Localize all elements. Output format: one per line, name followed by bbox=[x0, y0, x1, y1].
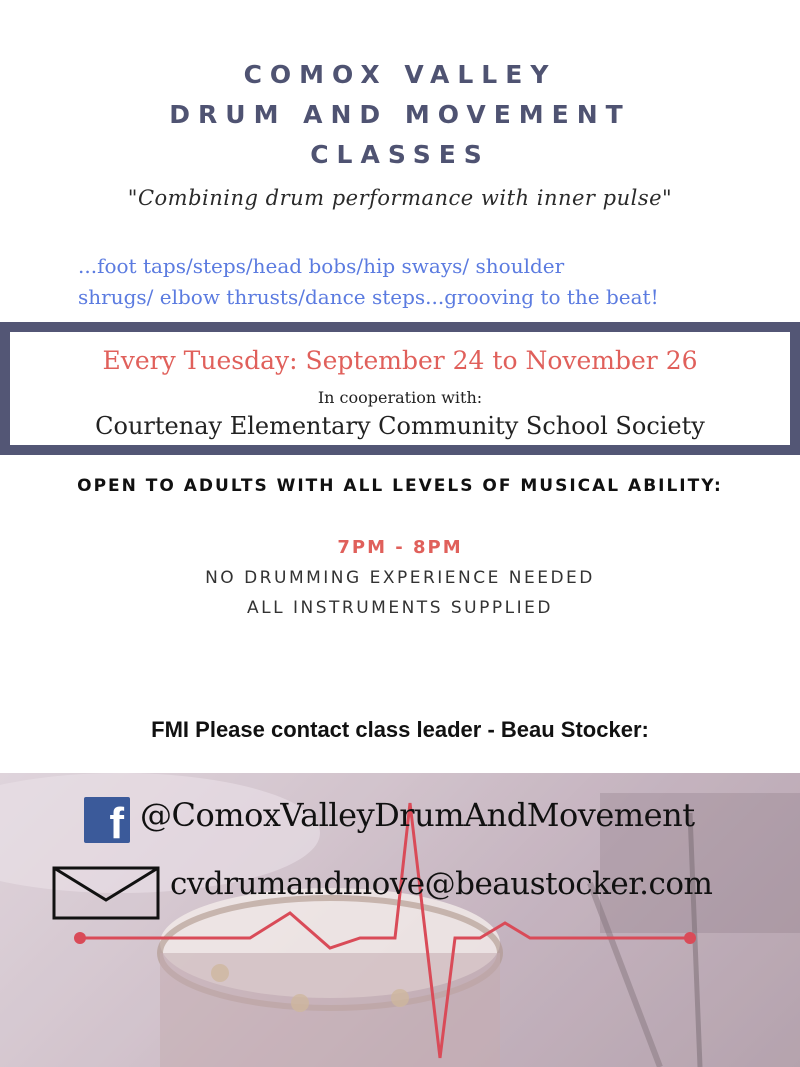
movement-line-2: shrugs/ elbow thrusts/dance steps...grooving to the beat! bbox=[78, 285, 659, 309]
schedule-box bbox=[10, 332, 790, 445]
title-line-3: CLASSES bbox=[310, 140, 490, 169]
experience-note: NO DRUMMING EXPERIENCE NEEDED bbox=[205, 568, 595, 588]
movement-list bbox=[78, 251, 778, 313]
facebook-icon[interactable]: f bbox=[84, 797, 130, 843]
schedule-banner bbox=[0, 322, 800, 455]
cooperation-label: In cooperation with: bbox=[317, 388, 483, 407]
partner-name: Courtenay Elementary Community School Society bbox=[95, 412, 705, 440]
movement-line-1: ...foot taps/steps/head bobs/hip sways/ shoulder bbox=[78, 254, 565, 278]
tagline: "Combining drum performance with inner pulse" bbox=[127, 186, 673, 210]
title-line-1: COMOX VALLEY bbox=[243, 60, 557, 89]
envelope-icon[interactable] bbox=[52, 866, 160, 920]
title-line-2: DRUM AND MOVEMENT bbox=[169, 100, 631, 129]
facebook-handle[interactable]: @ComoxValleyDrumAndMovement bbox=[140, 796, 695, 834]
contact-prompt: FMI Please contact class leader - Beau Stocker: bbox=[151, 717, 649, 742]
email-address[interactable]: cvdrumandmove@beaustocker.com bbox=[170, 866, 713, 902]
class-time: 7PM - 8PM bbox=[337, 537, 463, 558]
instruments-note: ALL INSTRUMENTS SUPPLIED bbox=[247, 598, 553, 618]
schedule-dates: Every Tuesday: September 24 to November 26 bbox=[102, 346, 698, 375]
audience-heading: OPEN TO ADULTS WITH ALL LEVELS OF MUSICAL ABILITY: bbox=[77, 476, 723, 496]
